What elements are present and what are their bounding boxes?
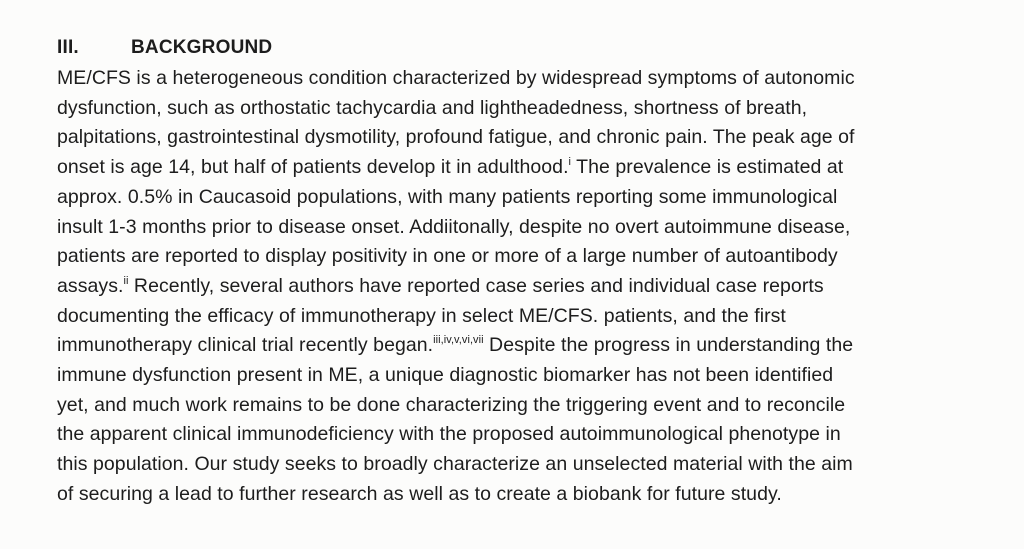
- paragraph-line: [57, 183, 997, 213]
- section-number: III.: [57, 37, 79, 58]
- background-paragraph: [57, 64, 997, 510]
- paragraph-line: [57, 480, 997, 510]
- paragraph-line: [57, 64, 997, 94]
- line-text: ME/CFS is a heterogeneous condition characterized by widespread symptoms of autonomic: [57, 67, 855, 89]
- paragraph-line: [57, 272, 997, 302]
- line-text: documenting the efficacy of immunotherapy in select ME/CFS. patients, and the first: [57, 304, 786, 327]
- paragraph-line: [57, 213, 997, 243]
- line-text: immunotherapy clinical trial recently began.: [57, 334, 434, 357]
- paragraph-line: [57, 242, 997, 272]
- paragraph-line: [57, 420, 997, 450]
- paragraph-line: [57, 94, 997, 124]
- paragraph-line: [57, 361, 997, 391]
- line-text: assays.: [57, 274, 124, 297]
- line-text: immune dysfunction present in ME, a unique diagnostic biomarker has not been identified: [57, 364, 834, 387]
- line-text: dysfunction, such as orthostatic tachycardia and lightheadedness, shortness of breath,: [57, 96, 808, 119]
- line-text-continued: Despite the progress in understanding the: [483, 334, 854, 357]
- line-text: this population. Our study seeks to broadly characterize an unselected material with the aim: [57, 453, 853, 476]
- line-text: onset is age 14, but half of patients develop it in adulthood.: [57, 156, 569, 179]
- paragraph-line: [57, 450, 997, 480]
- footnote-marker: ii: [123, 274, 129, 287]
- paragraph-line: [57, 331, 997, 361]
- footnote-marker: iii,iv,v,vi,vii: [433, 334, 484, 347]
- section-heading: [57, 36, 272, 60]
- line-text: yet, and much work remains to be done characterizing the triggering event and to reconcile: [57, 393, 846, 416]
- paragraph-line: [57, 123, 997, 153]
- line-text-continued: The prevalence is estimated at: [571, 156, 844, 179]
- line-text: palpitations, gastrointestinal dysmotility, profound fatigue, and chronic pain. The peak age of: [57, 126, 855, 149]
- line-text: of securing a lead to further research as well as to create a biobank for future study.: [57, 482, 782, 505]
- paragraph-line: [57, 391, 997, 421]
- line-text-continued: Recently, several authors have reported case series and individual case reports: [128, 274, 824, 297]
- section-title: BACKGROUND: [131, 37, 273, 58]
- paragraph-line: [57, 153, 997, 183]
- line-text: insult 1-3 months prior to disease onset. Addiitonally, despite no overt autoimmune disease,: [57, 215, 851, 238]
- line-text: the apparent clinical immunodeficiency with the proposed autoimmunological phenotype in: [57, 423, 841, 446]
- paragraph-line: [57, 302, 997, 332]
- footnote-marker: i: [568, 156, 572, 169]
- line-text: approx. 0.5% in Caucasoid populations, with many patients reporting some immunological: [57, 185, 838, 208]
- line-text: patients are reported to display positivity in one or more of a large number of autoantibody: [57, 245, 838, 268]
